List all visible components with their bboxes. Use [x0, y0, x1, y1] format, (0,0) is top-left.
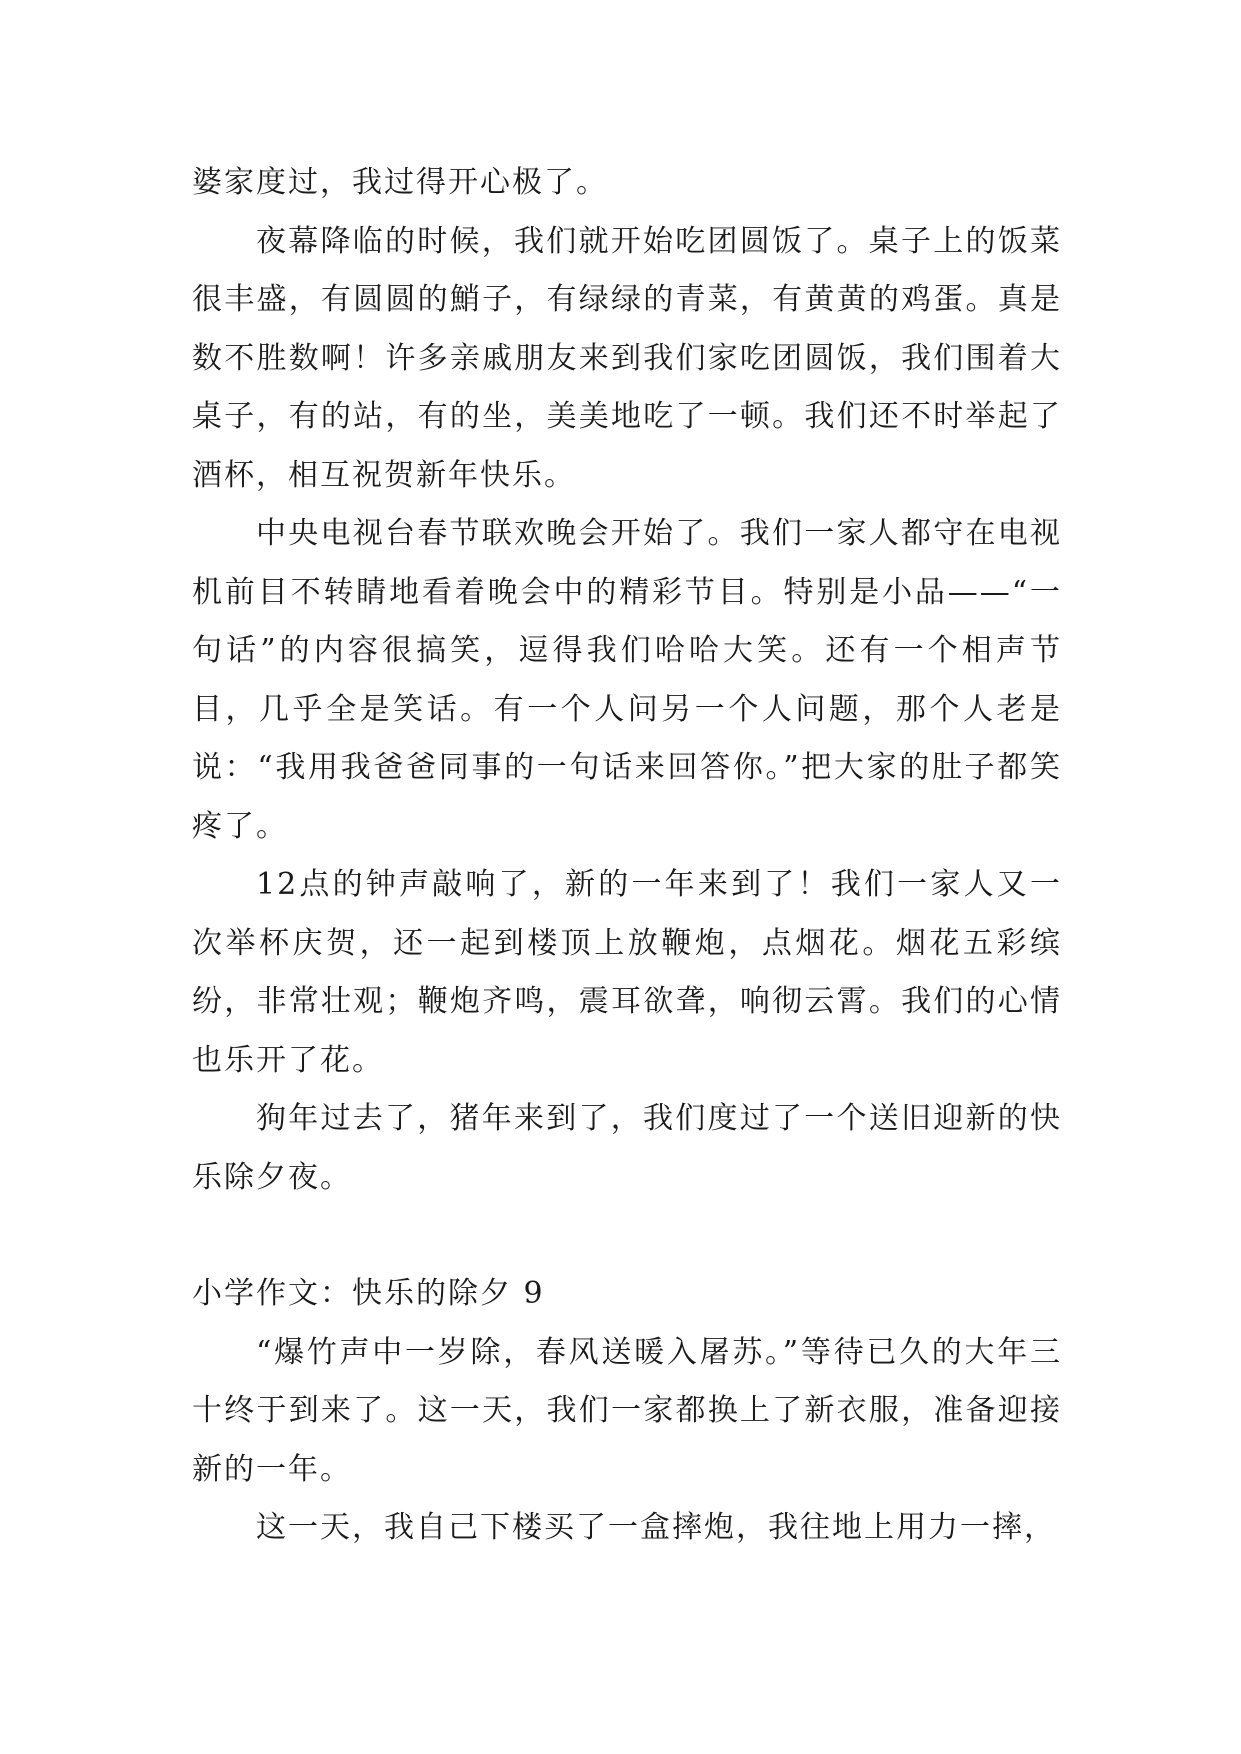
section-title: 小学作文：快乐的除夕 9 [192, 1276, 545, 1311]
section-gap [192, 1207, 1062, 1265]
paragraph-spring-gala: 中央电视台春节联欢晚会开始了。我们一家人都守在电视机前目不转睛地看着晚会中的精彩节目。特别是小品——“一句话”的内容很搞笑，逗得我们哈哈大笑。还有一个相声节目，几乎全是笑话。有一个人问另一个人问题，那个人老是说：“我用我爸爸同事的一句话来回答你。”把大家的肚子都笑疼了。 [192, 516, 1062, 844]
paragraph-continuation: 婆家度过，我过得开心极了。 [192, 165, 608, 200]
paragraph-new-year: 狗年过去了，猪年来到了，我们度过了一个送旧迎新的快乐除夕夜。 [192, 1101, 1062, 1195]
paragraph-reunion-dinner: 夜幕降临的时候，我们就开始吃团圆饭了。桌子上的饭菜很丰盛，有圆圆的鮹子，有绿绿的青菜，有黄黄的鸡蛋。真是数不胜数啊！许多亲戚朋友来到我们家吃团圆饭，我们围着大桌子，有的站，有的坐，美美地吃了一顿。我们还不时举起了酒杯，相互祝贺新年快乐。 [192, 223, 1062, 493]
paragraph-firecrackers: 这一天，我自己下楼买了一盒摔炮，我往地上用力一摔， [256, 1510, 1056, 1545]
document-body [192, 154, 1062, 1558]
paragraph-midnight: 12点的钟声敲响了，新的一年来到了！我们一家人又一次举杯庆贺，还一起到楼顶上放鞭炮，点烟花。烟花五彩缤纷，非常壮观；鞭炮齐鸣，震耳欲聋，响彻云霄。我们的心情也乐开了花。 [192, 867, 1062, 1078]
paragraph-new-year-eve: “爆竹声中一岁除，春风送暖入屠苏。”等待已久的大年三十终于到来了。这一天，我们一家都换上了新衣服，准备迎接新的一年。 [192, 1334, 1062, 1487]
